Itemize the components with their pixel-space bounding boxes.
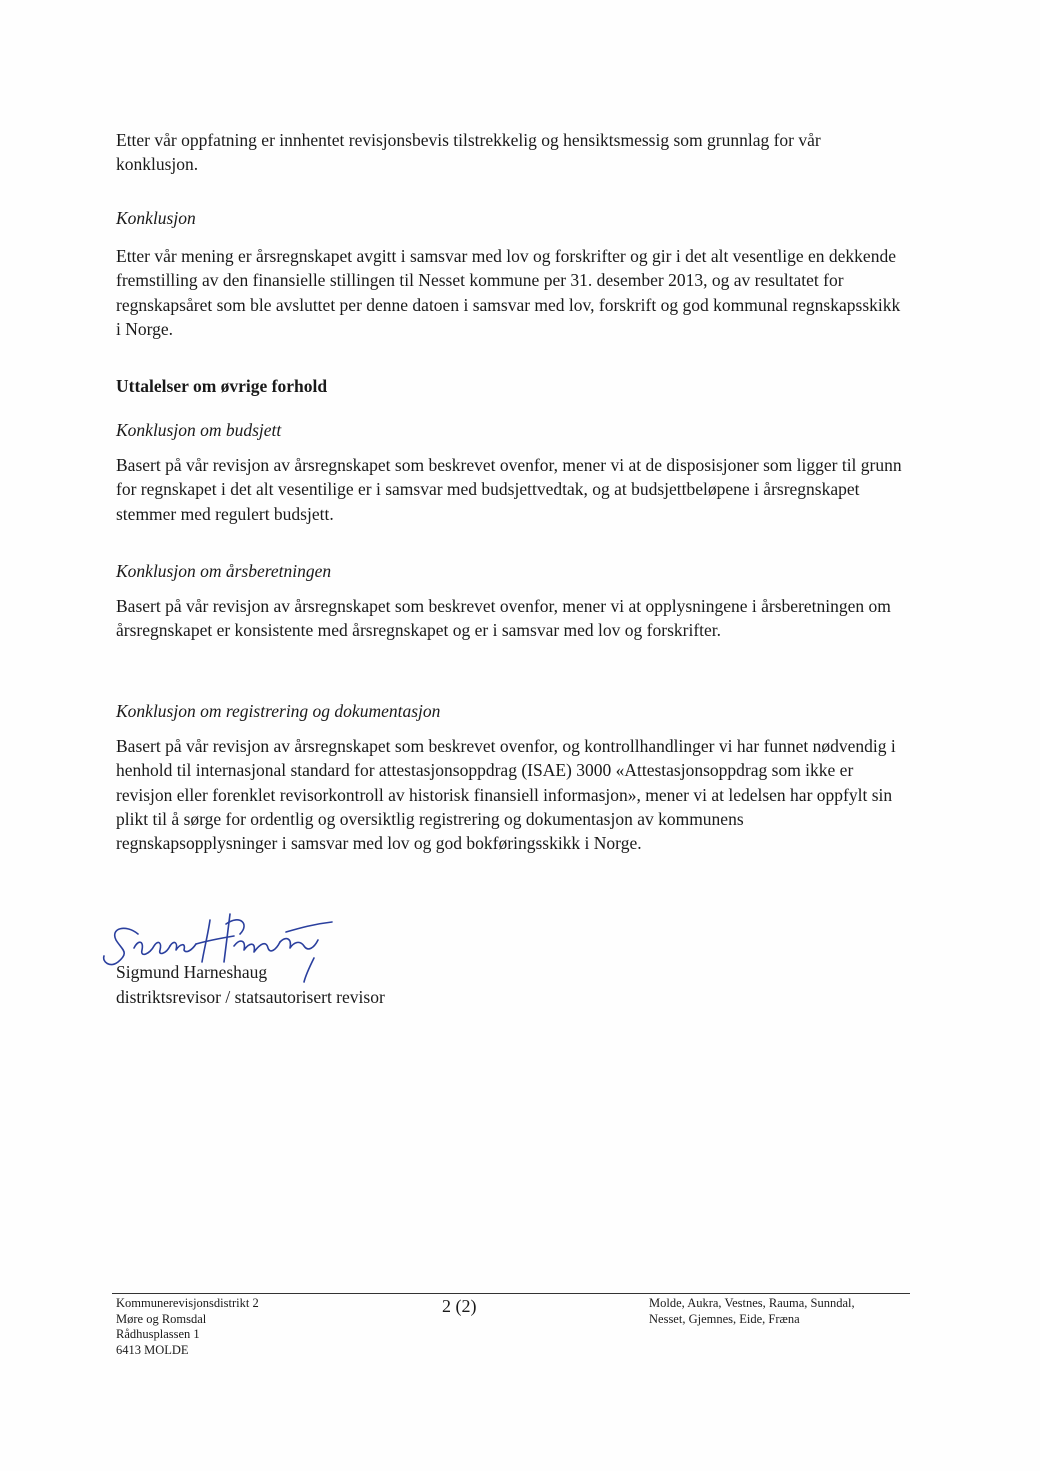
- arsberetning-heading: Konklusjon om årsberetningen: [116, 561, 332, 581]
- budsjett-heading: Konklusjon om budsjett: [116, 420, 282, 440]
- footer-county: Møre og Romsdal: [116, 1311, 207, 1326]
- footer-municipalities: [649, 1296, 855, 1327]
- budsjett-paragraph: Basert på vår revisjon av årsregnskapet som beskrevet ovenfor, mener vi at de disposisjoner som ligger til grunn for regnskapet i det alt vesentilige er i samsvar med budsjettvedtak, og at budsjettbeløpene i årsregnskapet stemmer med regulert budsjett.: [116, 455, 902, 524]
- registrering-heading: Konklusjon om registrering og dokumentasjon: [116, 701, 441, 721]
- arsberetning-paragraph: Basert på vår revisjon av årsregnskapet som beskrevet ovenfor, mener vi at opplysningene i årsberetningen om årsregnskapet er konsistente med årsregnskapet og er i samsvar med lov og forskrifter.: [116, 596, 891, 641]
- intro-paragraph: Etter vår oppfatning er innhentet revisjonsbevis tilstrekkelig og hensiktsmessig som grunnlag for vår konklusjon.: [116, 130, 821, 175]
- registrering-paragraph: Basert på vår revisjon av årsregnskapet som beskrevet ovenfor, og kontrollhandlinger vi har funnet nødvendig i henhold til internasjonal standard for attestasjonsoppdrag (ISAE) 3000 «Attestasjonsoppdrag som ikke er revisjon eller forenklet revisorkontroll av historisk finansiell informasjon», mener vi at ledelsen har oppfylt sin plikt til å sørge for ordentlig og oversiktlig registrering og dokumentasjon av kommunens regnskapsopplysninger i samsvar med lov og god bokføringsskikk i Norge.: [116, 736, 896, 854]
- signatory-title: distriktsrevisor / statsautorisert revisor: [116, 987, 385, 1007]
- footer-municipalities-line1: Molde, Aukra, Vestnes, Rauma, Sunndal,: [649, 1296, 855, 1310]
- footer-municipalities-line2: Nesset, Gjemnes, Eide, Fræna: [649, 1311, 800, 1326]
- konklusjon-heading: Konklusjon: [116, 208, 196, 228]
- signature-block: [100, 910, 440, 1010]
- footer-postcode: 6413 MOLDE: [116, 1342, 189, 1357]
- footer-street: Rådhusplassen 1: [116, 1327, 200, 1341]
- footer-org-name: Kommunerevisjonsdistrikt 2: [116, 1296, 259, 1310]
- footer-divider: [112, 1293, 910, 1294]
- page-number: 2 (2): [442, 1296, 477, 1316]
- konklusjon-paragraph: Etter vår mening er årsregnskapet avgitt i samsvar med lov og forskrifter og gir i det alt vesentlige en dekkende fremstilling av den finansielle stillingen til Nesset kommune per 31. desember 2013, og av resultatet for regnskapsåret som ble avsluttet per denne datoen i samsvar med lov, forskrift og god kommunal regnskapsskikk i Norge.: [116, 246, 901, 339]
- uttalelser-heading: Uttalelser om øvrige forhold: [116, 376, 328, 396]
- signatory-name: Sigmund Harneshaug: [116, 962, 268, 982]
- footer-address: [116, 1296, 259, 1358]
